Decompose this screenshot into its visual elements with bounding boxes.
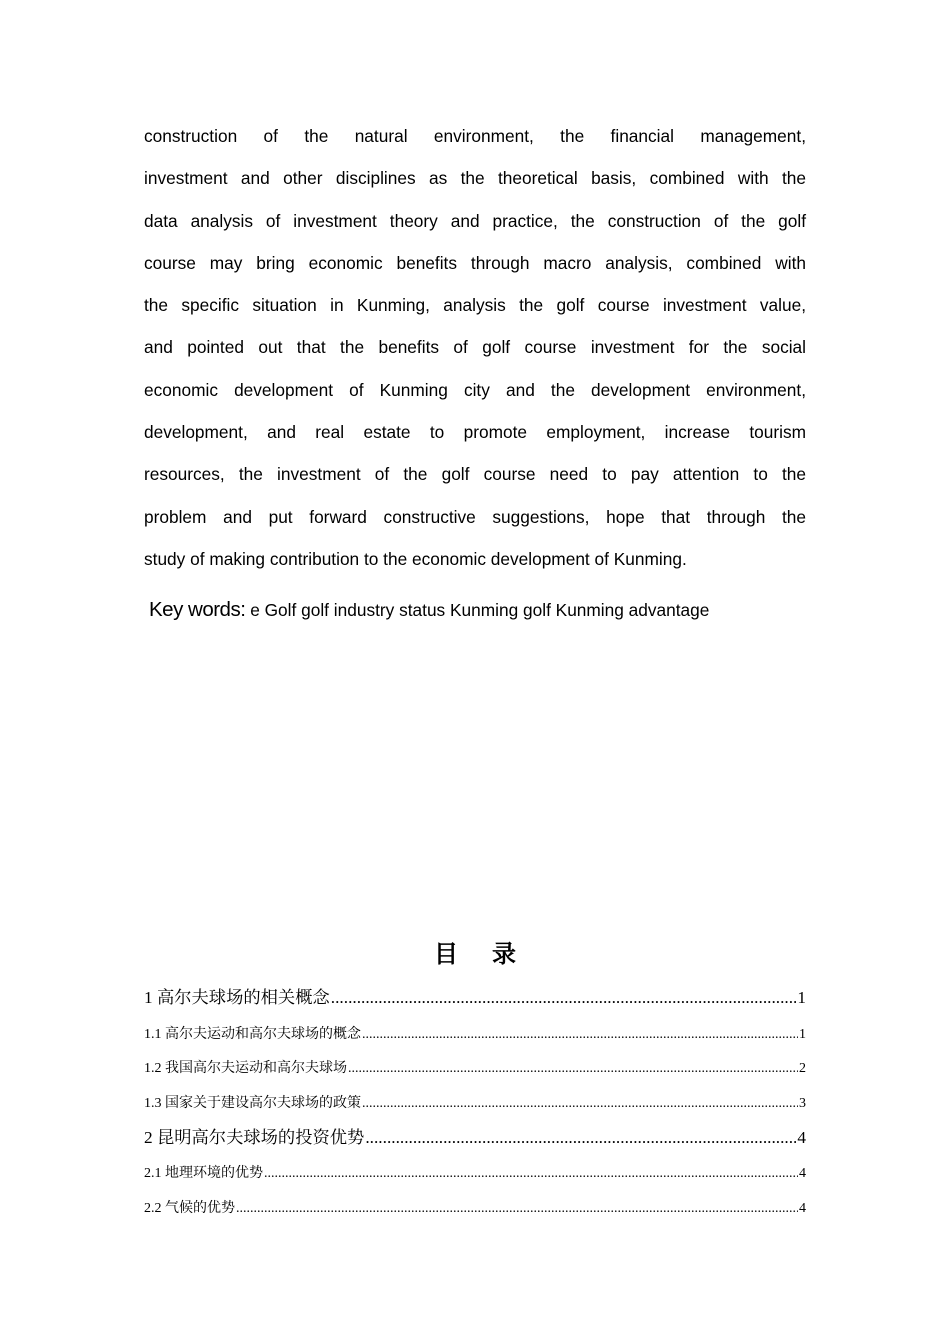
toc-entry[interactable] [144,1112,806,1148]
abstract-line: data analysis of investment theory and practice, the construction of the golf [144,210,806,231]
abstract-line: and pointed out that the benefits of golf course investment for the social [144,337,806,358]
toc-entry[interactable] [144,1077,806,1112]
toc-entry[interactable] [144,972,806,1008]
toc-entry-text: 1.3 国家关于建设高尔夫球场的政策 [144,1095,361,1111]
toc-entry[interactable] [144,1008,806,1043]
abstract-line: development, and real estate to promote employment, increase tourism [144,422,806,443]
abstract-body [144,115,806,580]
toc-entry-text: 1.2 我国高尔夫运动和高尔夫球场 [144,1061,347,1076]
abstract-line: course may bring economic benefits through macro analysis, combined with [144,252,806,273]
toc-entry-text: 2.1 地理环境的优势 [144,1166,263,1181]
toc-title [0,934,950,969]
toc-entry[interactable] [144,1182,806,1217]
toc-entry-text: 2.2 气候的优势 [144,1200,235,1216]
toc-entry-page: 4 [799,1166,806,1181]
toc-leader [348,1061,798,1077]
toc-leader [264,1166,798,1182]
toc-leader [362,1096,798,1112]
toc-entry-page: 1 [799,1026,806,1042]
toc-leader [362,1027,798,1043]
toc-entry[interactable] [144,1043,806,1078]
toc-entry-page: 1 [797,988,806,1007]
abstract-line: construction of the natural environment, the financial management, [144,126,806,146]
abstract-line: the specific situation in Kunming, analysis the golf course investment value, [144,295,806,316]
abstract-line: problem and put forward constructive suggestions, hope that through the [144,506,806,527]
toc-entry-page: 4 [797,1127,806,1147]
toc-entry-text: 1.1 高尔夫运动和高尔夫球场的概念 [144,1026,361,1042]
toc-entry-text: 1 高尔夫球场的相关概念 [144,988,330,1007]
toc-title-char: 目 [434,941,458,968]
toc-entry-page: 4 [799,1200,806,1216]
toc-entry-page: 3 [799,1095,806,1111]
toc-leader [236,1201,798,1217]
toc-leader [331,988,797,1008]
abstract-line: investment and other disciplines as the theoretical basis, combined with the [144,168,806,189]
table-of-contents [144,972,806,1217]
toc-leader [365,1128,796,1148]
toc-title-char: 录 [492,941,516,968]
abstract-line: economic development of Kunming city and the development environment, [144,379,806,400]
toc-entry[interactable] [144,1148,806,1183]
toc-entry-text: 2 昆明高尔夫球场的投资优势 [144,1127,365,1147]
abstract-line: study of making contribution to the economic development of Kunming. [144,548,687,569]
keywords-label: Key words: [149,598,246,621]
keywords [149,598,709,622]
toc-entry-page: 2 [799,1061,806,1076]
keywords-text: e Golf golf industry status Kunming golf Kunming advantage [245,600,710,620]
abstract-line: resources, the investment of the golf course need to pay attention to the [144,464,806,485]
